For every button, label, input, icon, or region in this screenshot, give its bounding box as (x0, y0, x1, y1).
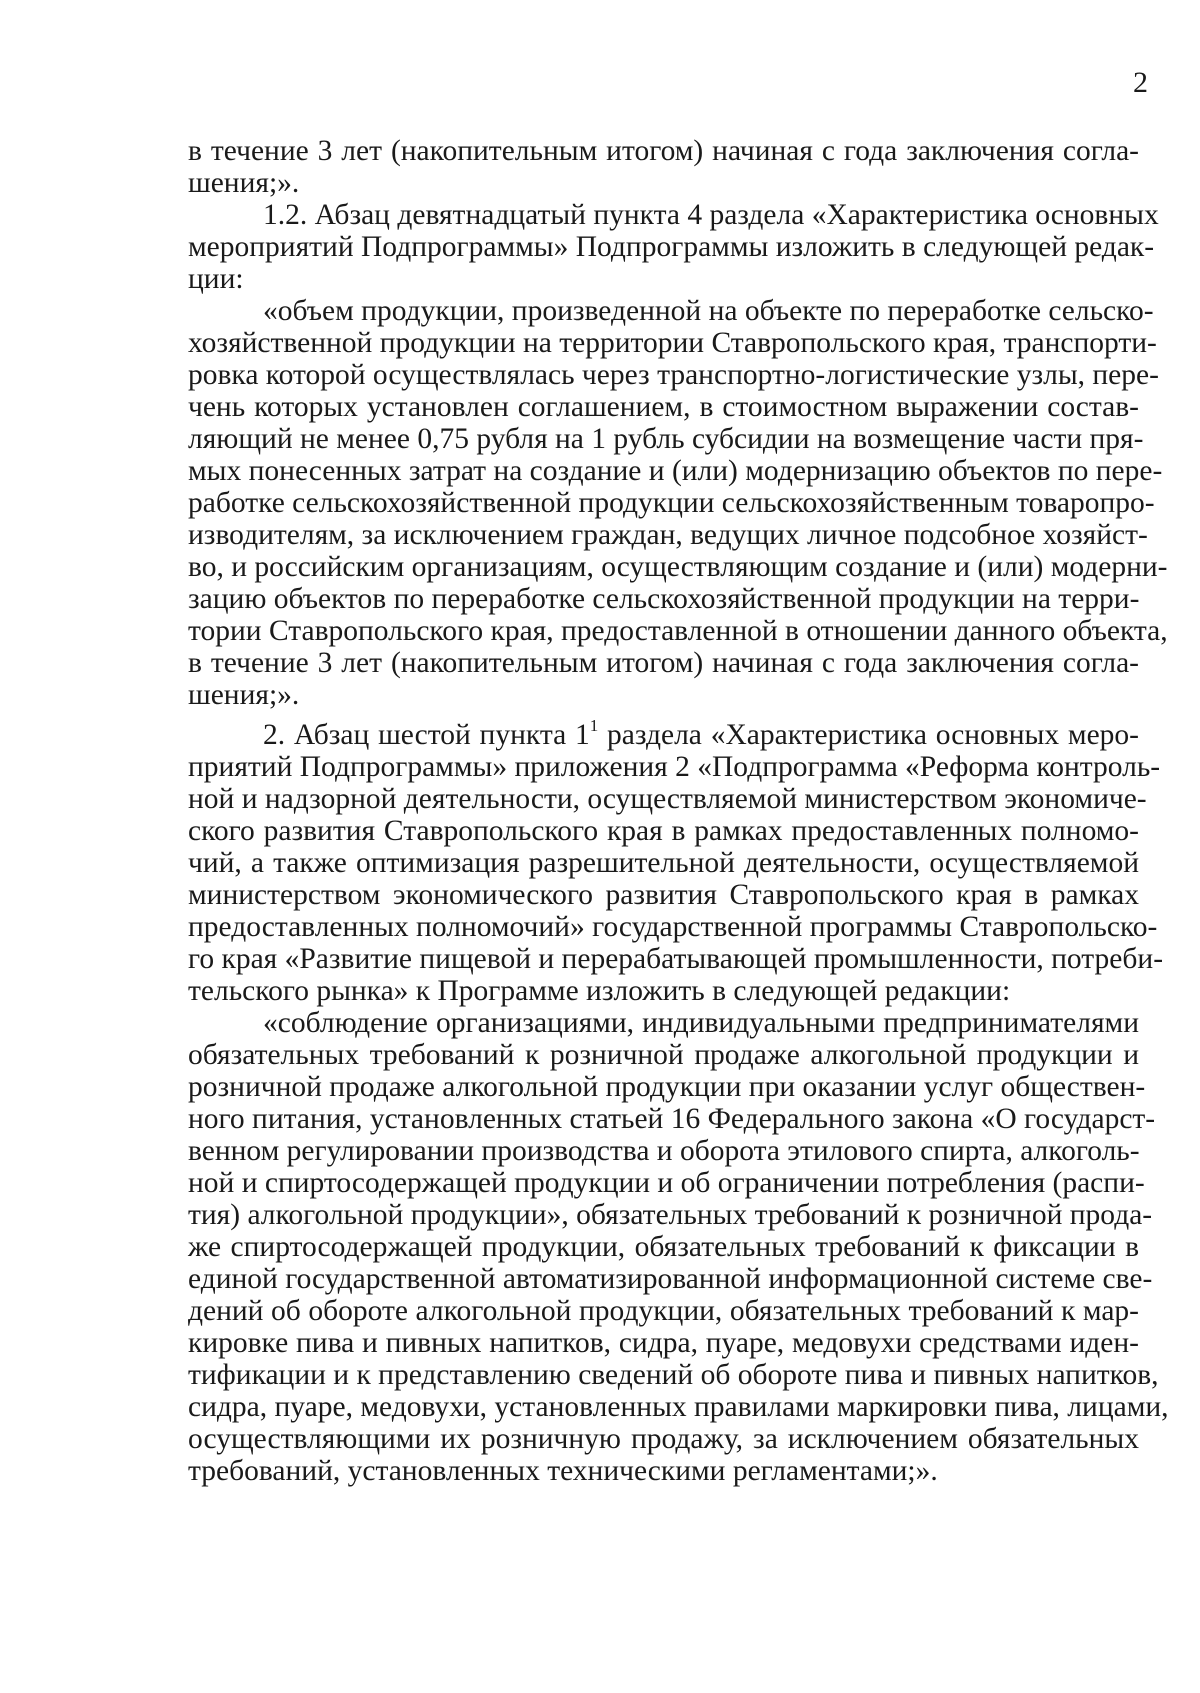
text-line: изводителям, за исключением граждан, ведущих личное подсобное хозяйст- (188, 519, 1148, 551)
text-line: мых понесенных затрат на создание и (или) модернизацию объектов по пере- (188, 455, 1163, 487)
text-line: в течение 3 лет (накопительным итогом) начиная с года заключения согла- (188, 647, 1139, 679)
text-line: требований, установленных техническими регламентами;». (188, 1455, 938, 1487)
text-line: чий, а также оптимизация разрешительной деятельности, осуществляемой (188, 847, 1139, 879)
text-line: единой государственной автоматизированной информационной системе све- (188, 1263, 1153, 1295)
text-line: работке сельскохозяйственной продукции сельскохозяйственным товаропро- (188, 487, 1155, 519)
text-line: во, и российским организациям, осуществляющим создание и (или) модерни- (188, 551, 1168, 583)
text-line: тельского рынка» к Программе изложить в следующей редакции: (188, 975, 1011, 1007)
text-line: венном регулировании производства и оборота этилового спирта, алкоголь- (188, 1135, 1140, 1167)
text-line: ного питания, установленных статьей 16 Федерального закона «О государст- (188, 1103, 1156, 1135)
text-segment: раздела «Характеристика основных меро- (598, 719, 1139, 751)
text-line: «соблюдение организациями, индивидуальными предпринимателями (263, 1007, 1139, 1039)
text-line: тории Ставропольского края, предоставленной в отношении данного объекта, (188, 615, 1168, 647)
text-line: министерством экономического развития Ставропольского края в рамках (188, 879, 1139, 911)
text-line: приятий Подпрограммы» приложения 2 «Подпрограмма «Реформа контроль- (188, 751, 1161, 783)
text-line: ского развития Ставропольского края в рамках предоставленных полномо- (188, 815, 1139, 847)
text-line: ной и спиртосодержащей продукции и об ограничении потребления (распи- (188, 1167, 1145, 1199)
text-line (263, 716, 1139, 755)
superscript: 1 (589, 716, 599, 735)
text-line: предоставленных полномочий» государственной программы Ставропольско- (188, 911, 1158, 943)
text-line: тия) алкогольной продукции», обязательных требований к розничной прода- (188, 1199, 1153, 1231)
text-line: шения;». (188, 679, 300, 711)
text-line: осуществляющими их розничную продажу, за исключением обязательных (188, 1423, 1139, 1455)
text-line: сидра, пуаре, медовухи, установленных правилами маркировки пива, лицами, (188, 1391, 1169, 1423)
text-line: шения;». (188, 167, 300, 199)
text-line: зацию объектов по переработке сельскохозяйственной продукции на терри- (188, 583, 1140, 615)
text-line: ровка которой осуществлялась через транспортно-логистические узлы, пере- (188, 359, 1159, 391)
text-line: 1.2. Абзац девятнадцатый пункта 4 раздела «Характеристика основных (263, 199, 1159, 231)
text-line: ной и надзорной деятельности, осуществляемой министерством экономиче- (188, 783, 1147, 815)
text-line: ляющий не менее 0,75 рубля на 1 рубль субсидии на возмещение части пря- (188, 423, 1144, 455)
text-line: же спиртосодержащей продукции, обязательных требований к фиксации в (188, 1231, 1139, 1263)
text-line: мероприятий Подпрограммы» Подпрограммы изложить в следующей редак- (188, 231, 1155, 263)
text-line: хозяйственной продукции на территории Ставропольского края, транспорти- (188, 327, 1157, 359)
text-line: розничной продаже алкогольной продукции при оказании услуг обществен- (188, 1071, 1146, 1103)
text-line: тификации и к представлению сведений об обороте пива и пивных напитков, (188, 1359, 1159, 1391)
text-line: го края «Развитие пищевой и перерабатывающей промышленности, потреби- (188, 943, 1164, 975)
text-line: чень которых установлен соглашением, в стоимостном выражении состав- (188, 391, 1139, 423)
text-segment: 2. Абзац шестой пункта 1 (263, 719, 590, 751)
text-line: дений об обороте алкогольной продукции, обязательных требований к мар- (188, 1295, 1139, 1327)
text-line: кировке пива и пивных напитков, сидра, пуаре, медовухи средствами иден- (188, 1327, 1139, 1359)
text-line: обязательных требований к розничной продаже алкогольной продукции и (188, 1039, 1139, 1071)
page-number: 2 (1133, 66, 1148, 99)
text-line: ции: (188, 263, 244, 295)
text-line: «объем продукции, произведенной на объекте по переработке сельско- (263, 295, 1154, 327)
text-line: в течение 3 лет (накопительным итогом) начиная с года заключения согла- (188, 135, 1139, 167)
